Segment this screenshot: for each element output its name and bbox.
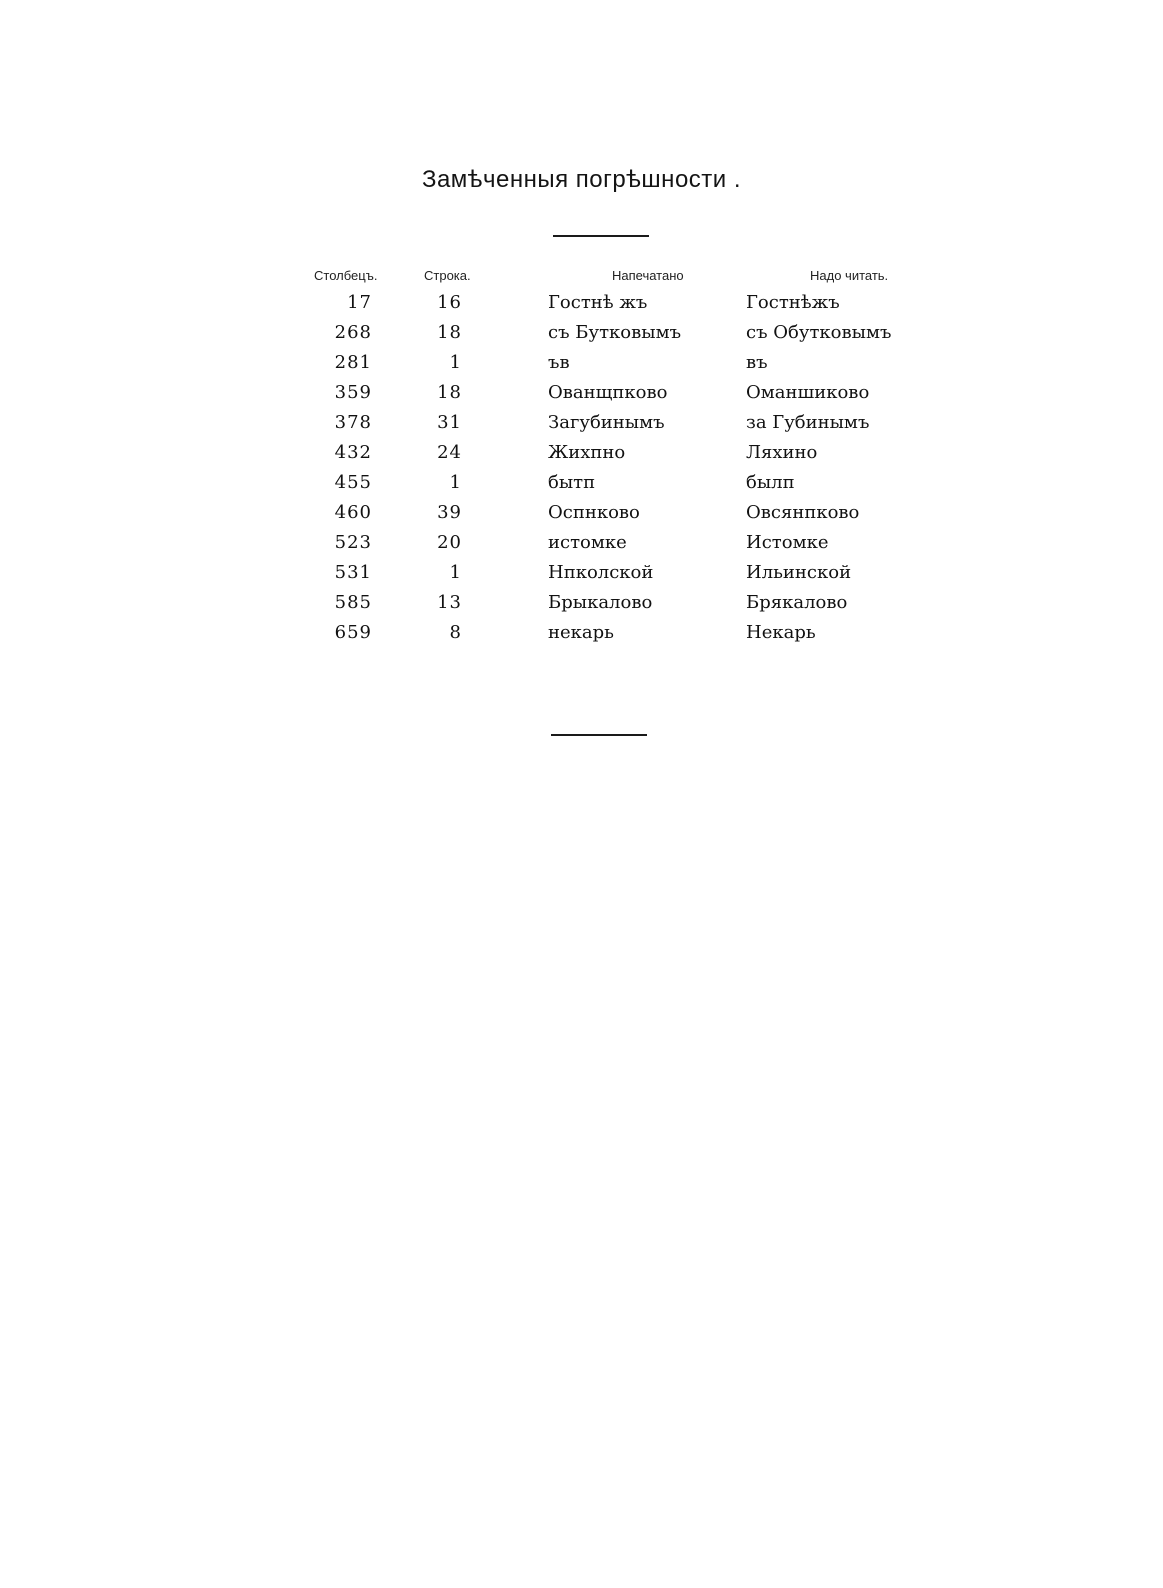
- line-number: 1: [449, 562, 462, 583]
- corrected-text: Ляхино: [746, 442, 818, 463]
- printed-text: Загубинымъ: [548, 412, 665, 433]
- line-number: 18: [437, 382, 462, 403]
- column-number: 17: [347, 292, 372, 313]
- corrected-text: въ: [746, 352, 768, 373]
- table-header: [300, 264, 920, 288]
- corrected-text: Истомке: [746, 532, 829, 553]
- printed-text: Брыкалово: [548, 592, 653, 613]
- table-row: [300, 348, 920, 378]
- column-number: 585: [334, 592, 372, 613]
- corrected-text: Оманшиково: [746, 382, 870, 403]
- column-number: 268: [334, 322, 372, 343]
- line-number: 1: [449, 352, 462, 373]
- line-number: 8: [449, 622, 462, 643]
- table-row: [300, 288, 920, 318]
- table-row: [300, 408, 920, 438]
- header-read: Надо читать.: [810, 268, 889, 283]
- line-number: 13: [437, 592, 462, 613]
- table-row: [300, 438, 920, 468]
- printed-text: некарь: [548, 622, 614, 643]
- printed-text: истомке: [548, 532, 627, 553]
- line-number: 18: [437, 322, 462, 343]
- corrected-text: съ Обутковымъ: [746, 322, 892, 343]
- corrected-text: за Губинымъ: [746, 412, 870, 433]
- column-number: 523: [334, 532, 372, 553]
- line-number: 1: [449, 472, 462, 493]
- column-number: 659: [334, 622, 372, 643]
- printed-text: бытп: [548, 472, 596, 493]
- corrected-text: былп: [746, 472, 795, 493]
- printed-text: съ Бутковымъ: [548, 322, 682, 343]
- table-row: [300, 378, 920, 408]
- errata-table: [300, 264, 920, 648]
- table-row: [300, 468, 920, 498]
- table-row: [300, 588, 920, 618]
- printed-text: Оспнково: [548, 502, 640, 523]
- column-number: 455: [334, 472, 372, 493]
- line-number: 16: [437, 292, 462, 313]
- line-number: 39: [437, 502, 462, 523]
- printed-text: Ованщпково: [548, 382, 668, 403]
- line-number: 31: [437, 412, 462, 433]
- column-number: 531: [334, 562, 372, 583]
- line-number: 20: [437, 532, 462, 553]
- page-title: Замѣченныя погрѣшности .: [421, 166, 742, 193]
- printed-text: Гостнѣ жъ: [548, 292, 648, 313]
- column-number: 378: [334, 412, 372, 433]
- header-line: Строка.: [424, 268, 471, 283]
- corrected-text: Гостнѣжъ: [746, 292, 840, 313]
- printed-text: ъв: [548, 352, 570, 373]
- column-number: 460: [334, 502, 372, 523]
- header-column: Столбецъ.: [314, 268, 378, 283]
- column-number: 432: [334, 442, 372, 463]
- column-number: 281: [334, 352, 372, 373]
- column-number: 359: [334, 382, 372, 403]
- table-row: [300, 528, 920, 558]
- top-divider: [553, 235, 649, 237]
- corrected-text: Ильинской: [746, 562, 852, 583]
- line-number: 24: [437, 442, 462, 463]
- printed-text: Жихпно: [548, 442, 626, 463]
- corrected-text: Некарь: [746, 622, 816, 643]
- printed-text: Нпколской: [548, 562, 654, 583]
- table-row: [300, 318, 920, 348]
- table-row: [300, 618, 920, 648]
- bottom-divider: [551, 734, 647, 736]
- corrected-text: Овсянпково: [746, 502, 860, 523]
- corrected-text: Брякалово: [746, 592, 848, 613]
- table-row: [300, 498, 920, 528]
- table-row: [300, 558, 920, 588]
- header-printed: Напечатано: [612, 268, 684, 283]
